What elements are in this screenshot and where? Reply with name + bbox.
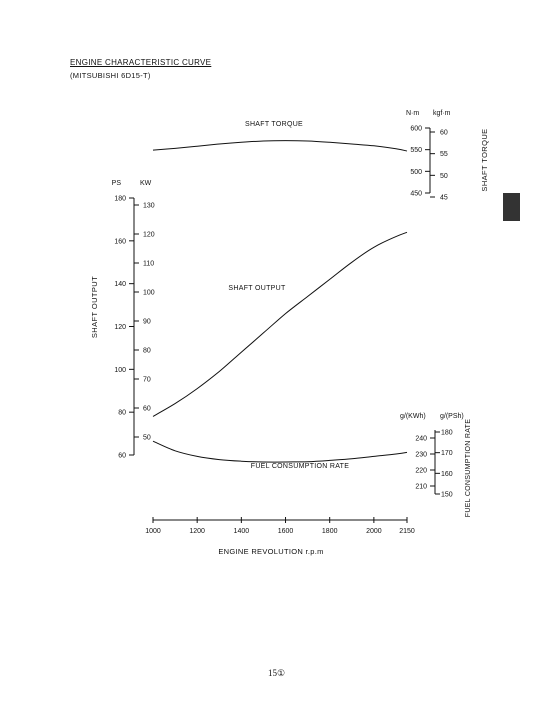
output-curve (153, 232, 407, 416)
fuel-psh-unit: g/(PSh) (440, 413, 464, 420)
output-kw-unit: KW (140, 180, 152, 187)
ps-tick-label: 100 (114, 366, 126, 374)
kwh-tick-label: 210 (415, 483, 427, 491)
chart-subtitle: (MITSUBISHI 6D15-T) (70, 71, 151, 80)
torque-curve (153, 141, 407, 151)
x-tick-label: 1800 (321, 528, 338, 535)
kw-tick-label: 50 (143, 434, 151, 442)
nm-tick-label: 600 (410, 125, 422, 133)
page-number: 15① (268, 668, 286, 678)
output-curve-label: SHAFT OUTPUT (228, 285, 286, 292)
torque-curve-label: SHAFT TORQUE (244, 121, 304, 128)
ps-tick-label: 120 (114, 324, 126, 331)
output-kw-ticks (134, 203, 155, 442)
torque-kgfm-unit: kgf·m (433, 110, 451, 117)
x-tick-label: 1200 (189, 528, 205, 535)
fuel-axis-title: FUEL CONSUMPTION RATE (465, 418, 472, 518)
kw-tick-label: 130 (143, 202, 155, 210)
kgfm-tick-label: 50 (440, 172, 448, 180)
fuel-kwh-ticks (415, 436, 435, 491)
kwh-tick-label: 230 (415, 451, 427, 459)
x-tick-label: 1400 (233, 528, 250, 535)
kw-tick-label: 120 (143, 231, 155, 239)
fuel-curve (153, 441, 407, 462)
kw-tick-label: 80 (143, 347, 151, 355)
kgfm-tick-label: 55 (440, 151, 448, 159)
x-tick-label: 2000 (366, 528, 382, 535)
psh-tick-label: 150 (441, 491, 453, 499)
ps-tick-label: 80 (118, 409, 126, 417)
ps-tick-label: 140 (114, 281, 126, 289)
x-tick-label: 2150 (399, 528, 415, 535)
kwh-tick-label: 220 (415, 467, 427, 475)
nm-tick-label: 500 (410, 168, 422, 176)
output-ps-unit: PS (111, 180, 121, 187)
torque-kgfm-ticks (430, 130, 448, 202)
output-ps-ticks (114, 196, 134, 460)
kgfm-tick-label: 60 (440, 129, 448, 137)
nm-tick-label: 550 (410, 147, 422, 155)
psh-tick-label: 160 (441, 470, 453, 478)
torque-nm-unit: N·m (406, 110, 420, 117)
x-axis-label: ENGINE REVOLUTION r.p.m (218, 547, 324, 556)
nm-tick-label: 450 (410, 190, 422, 198)
fuel-psh-ticks (435, 430, 453, 499)
torque-axis-title: SHAFT TORQUE (480, 128, 489, 192)
x-tick-label: 1000 (145, 528, 161, 535)
kw-tick-label: 70 (143, 376, 151, 384)
kw-tick-label: 90 (143, 318, 151, 326)
kgfm-tick-label: 45 (440, 194, 448, 202)
chart-title: ENGINE CHARACTERISTIC CURVE (70, 58, 212, 67)
kw-tick-label: 100 (143, 289, 155, 297)
output-axis-title: SHAFT OUTPUT (90, 275, 99, 339)
kwh-tick-label: 240 (415, 435, 427, 443)
ps-tick-label: 60 (118, 452, 126, 460)
kw-tick-label: 110 (143, 260, 155, 268)
fuel-kwh-unit: g/(KWh) (400, 413, 426, 420)
kw-tick-label: 60 (143, 405, 151, 413)
psh-tick-label: 170 (441, 450, 453, 458)
torque-nm-ticks (410, 126, 430, 198)
ps-tick-label: 160 (114, 238, 126, 246)
x-tick-label: 1600 (277, 528, 294, 535)
ps-tick-label: 180 (114, 195, 126, 203)
fuel-curve-label: FUEL CONSUMPTION RATE (250, 463, 350, 470)
psh-tick-label: 180 (441, 429, 453, 437)
